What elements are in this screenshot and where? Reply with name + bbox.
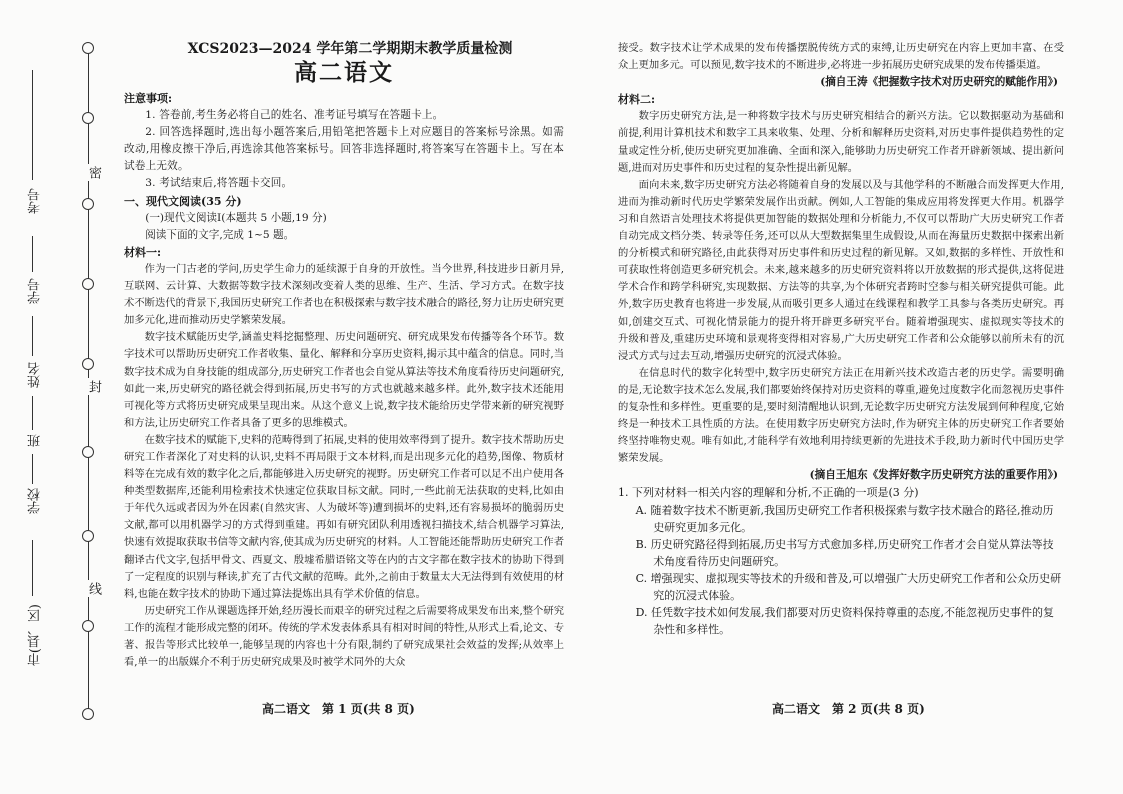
exam-number-label: 考号 <box>28 188 43 214</box>
material-1-paragraph: 历史研究工作从课题选择开始,经历漫长而艰辛的研究过程之后需要将成果发布出来,整个研究工作的流程才能形成完整的闭环。传统的学术发表体系具有相对时间的特性,从形式上看,论文、专著、报告等形式比较单一,能够呈现的内容也十分有限,制约了研究成果社会效益的发挥;从效率上看,单一的出版媒介不利于历史研究成果及时被学术同外的大众 <box>124 604 564 669</box>
page-2-footer: 高二语文 第 2 页(共 8 页) <box>772 702 925 716</box>
binding-hole-icon <box>82 708 94 720</box>
material-1-paragraph: 在数字技术的赋能下,史料的范畴得到了拓展,史料的使用效率得到了提升。数字技术帮助历史研究工作者深化了对史料的认识,史料不再局限于文本材料,而是出现多元化的趋势,图像、物质材料等在完成有效的数字化之后,都能够进入历史研究的视野。历史研究工作者可以足不出户使用各种类型数据库,还能利用检索技术快速定位获取目标文献。同时,一些此前无法获取的史料,比如由于年代久远或者因为外在因素(自然灾害、人为破坏等)遭到损坏的史料,还有容易损坏的脆弱历史文献,都可以用机器学习的方式得到重建。再如有研究团队利用透视扫描技术,结合机器学习算法,快速有效提取获取书信等文献内容,使其成为历史研究的材料。人工智能还能帮助历史研究工作者翻译古代文字,包括甲骨文、西夏文、殷墟希腊语铭文等在内的古文字都在数字技术的协助下得到了一定程度的识别与释读,扩充了古代文献的范畴。此外,之前由于数量太大无法得到有效使用的材料,也能在数字技术的协助下通过算法提炼出具有学术价值的信息。 <box>124 433 564 600</box>
note-item: 3. 考试结束后,将答题卡交回。 <box>145 177 293 190</box>
material-2-source: (摘自王旭东《发挥好数字历史研究方法的重要作用》) <box>809 469 1058 482</box>
seal-mark-mid: 封 <box>86 380 101 393</box>
exam-title: XCS2023—2024 学年第二学期期末教学质量检测 <box>187 41 513 57</box>
section-heading: 一、现代文阅读(35 分) <box>124 194 242 208</box>
material-2-paragraph: 在信息时代的数字化转型中,数字历史研究方法正在用新兴技术改造古老的历史学。需要明确的是,无论数字技术怎么发展,我们都要始终保持对历史资料的尊重,避免过度数字化而忽视历史事件的复杂性和多样性。更重要的是,要时刻清醒地认识到,无论数字历史研究方法发展到何种程度,它始终是一种技术工具性质的方法。在使用数字历史研究方法时,作为研究主体的历史研究工作者要始终坚持唯物史观。唯有如此,才能科学有效地利用持续更新的先进技术手段,助力新时代中国历史学繁荣发展。 <box>618 366 1064 465</box>
school-label: 学校 <box>28 488 43 514</box>
material-2-label: 材料二: <box>618 93 656 107</box>
binding-hole-icon <box>82 530 94 542</box>
subject-title: 高二语文 <box>294 59 394 86</box>
reading-instruction: 阅读下面的文字,完成 1~5 题。 <box>145 228 295 241</box>
notes-heading: 注意事项: <box>124 92 173 105</box>
material-2-paragraph: 面向未来,数字历史研究方法必将随着自身的发展以及与其他学科的不断融合而发挥更大作用,进而为推动新时代历史学繁荣发展作出贡献。例如,人工智能的集成应用将发挥更大作用。机器学习和自然语言处理技术将提供更加智能的数据处理和分析能力,不仅可以帮助广大历史研究工作者自动完成文档分类、转录等任务,还可以从大型数据集里生成假设,从而在海量历史数据中探索出新的分析模式和研究路径,由此获得对历史事件和历史过程的新见解。又如,数据的多样性、开放性和可获取性将创造更多研究机会。未来,越来越多的历史研究资料将以开放数据的形式提供,这将促进学术合作和跨学科研究,实现数据、方法等的共享,为个体研究者跨时空参与相关研究提供可能。此外,数字历史教育也将进一步发展,从而吸引更多人通过在线课程和教学工具参与各类历史研究。再如,创建交互式、可视化情景能力的提升将开辟更多研究平台。随着增强现实、虚拟现实等技术的升级和普及,重建历史环境和景观将变得相对容易,广大历史研究工作者和公众能够以前所未有的沉浸式方式与过去互动,增强历史研究的沉浸式体验。 <box>618 178 1064 362</box>
material-1-paragraph: 作为一门古老的学问,历史学生命力的延续源于自身的开放性。当今世界,科技进步日新月异,互联网、云计算、大数据等数字技术深刻改变着人类的思维、生产、生活、学习方式。在数字技术不断迭代的背景下,我国历史研究工作者也在积极探索与数字技术融合的路径,努力让历史研究更加多元化,进而推动历史学繁荣发展。 <box>124 262 564 327</box>
seat-number-label: 学号 <box>28 278 43 304</box>
binding-hole-icon <box>82 42 94 54</box>
note-item: 1. 答卷前,考生务必将自己的姓名、准考证号填写在答题卡上。 <box>145 109 444 122</box>
exam-number-field[interactable] <box>32 70 33 180</box>
sub-section-heading: (一)现代文阅读Ⅰ(本题共 5 小题,19 分) <box>145 211 327 224</box>
binding-hole-icon <box>82 112 94 124</box>
city-label: 市(县、区) <box>28 604 43 667</box>
note-item: 2. 回答选择题时,选出每小题答案后,用铅笔把答题卡上对应题目的答案标号涂黑。如需改动,用橡皮擦干净后,再选涂其他答案标号。回答非选择题时,将答案写在答题卡上。写在本试卷上无效。 <box>124 126 564 173</box>
name-field[interactable] <box>32 316 33 356</box>
question-1-option-b[interactable]: B. 历史研究路径得到拓展,历史书写方式愈加多样,历史研究工作者才会自觉从算法等技术角度看待历史问题研究。 <box>635 537 1054 568</box>
page-1-column <box>124 40 564 671</box>
seat-number-field[interactable] <box>32 236 33 272</box>
page-2-column <box>618 40 1064 638</box>
binding-margin <box>0 40 112 730</box>
class-field[interactable] <box>32 396 33 430</box>
question-1-option-d[interactable]: D. 任凭数字技术如何发展,我们都要对历史资料保持尊重的态度,不能忽视历史事件的复杂性和多样性。 <box>635 606 1055 637</box>
seal-mark-top: 密 <box>86 166 101 179</box>
material-2-paragraph: 数字历史研究方法,是一种将数字技术与历史研究相结合的新兴方法。它以数据驱动为基础和前提,利用计算机技术和数字工具来收集、处理、分析和解释历史资料,对历史事件提供趋势性的定量或定性分析,使历史研究更加准确、全面和深入,能够助力历史研究工作者开辟新领域、提出新问题,进而对历史事件和历史过程的复杂性提出新见解。 <box>618 110 1064 174</box>
school-field[interactable] <box>32 454 33 484</box>
binding-hole-icon <box>82 278 94 290</box>
name-label: 姓名 <box>28 362 43 388</box>
binding-hole-icon <box>82 620 94 632</box>
class-label: 班 <box>28 434 43 447</box>
question-1-title: 1. 下列对材料一相关内容的理解和分析,不正确的一项是(3 分) <box>618 486 919 500</box>
binding-hole-icon <box>82 198 94 210</box>
binding-hole-icon <box>82 446 94 458</box>
city-field[interactable] <box>32 540 33 596</box>
question-1-option-c[interactable]: C. 增强现实、虚拟现实等技术的升级和普及,可以增强广大历史研究工作者和公众历史研究的沉浸式体验。 <box>635 571 1062 602</box>
material-1-paragraph-continued: 接受。数字技术让学术成果的发布传播摆脱传统方式的束缚,让历史研究在内容上更加丰富、在受众上更加多元。可以预见,数字技术的不断进步,必将进一步拓展历史研究成果的发布传播渠道。 <box>618 42 1064 72</box>
question-1-option-a[interactable]: A. 随着数字技术不断更新,我国历史研究工作者积极探索与数字技术融合的路径,推动历史研究更加多元化。 <box>635 503 1054 534</box>
material-1-source: (摘自王涛《把握数字技术对历史研究的赋能作用》) <box>820 76 1058 89</box>
material-1-paragraph: 数字技术赋能历史学,涵盖史料挖掘整理、历史问题研究、研究成果发布传播等各个环节。数字技术可以帮助历史研究工作者收集、量化、解释和分享历史资料,揭示其中蕴含的信息。同时,当数字技术成为自身技能的组成部分,历史研究工作者也会自觉从算法等技术角度看待历史问题研究,如此一来,历史研究的路径就会得到拓展,历史书写的方式也就越来越多样。此外,数字技术还能用可视化等方式将历史研究成果呈现出来。从这个意义上说,数字技术能给历史学带来新的研究视野和方法,让历史研究工作者具备了更多的思维模式。 <box>124 331 564 429</box>
binding-hole-icon <box>82 358 94 370</box>
material-1-label: 材料一: <box>124 245 162 259</box>
seal-mark-bottom: 线 <box>86 582 101 595</box>
page-1-footer: 高二语文 第 1 页(共 8 页) <box>262 702 415 716</box>
